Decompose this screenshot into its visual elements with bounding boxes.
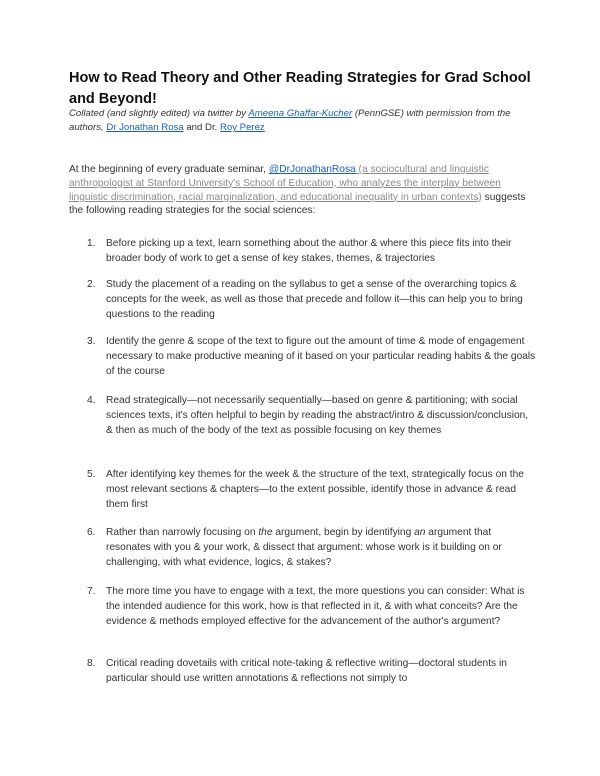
item-text: Critical reading dovetails with critical note-taking & reflective writing—doctoral students in particular should use written annotations & reflections not simply to [106,658,507,685]
item-text: The more time you have to engage with a text, the more questions you can consider: What is the intended audience for this work, how is that reflected in it, & with what conceits? Are the evidence & methods employed effective for the advancement of the author's argument? [106,586,525,628]
item-text [106,525,536,571]
credit-and: and Dr. [183,122,220,133]
item-text: Identify the genre & scope of the text to figure out the amount of time & mode of engagement necessary to make productive meaning of it based on your particular reading habits & the goals of the course [106,336,536,378]
item-text: After identifying key themes for the week & the structure of the text, strategically focus on the most relevant sections & chapters—to the extent possible, identify those in advance & read them first [106,469,524,511]
intro-bio: (a sociocultural and linguistic anthropologist at Stanford University's School of Education, who analyzes the interplay between linguistic discrimination, racial marginalization, and educational inequality in urban contexts) [69,164,501,203]
item-text-post: argument that resonates with you & your work, & dissect that argument: whose work is it building on or challenging, with what evidence, logics, & stakes? [106,527,502,569]
item-number: 7. [87,586,96,597]
credit-prefix: Collated (and slightly edited) via twitter by [69,108,249,119]
jonathan-rosa-link[interactable]: Dr Jonathan Rosa [106,122,184,133]
item-text-em-the: the [258,527,273,538]
item-text-em-an: an [414,527,426,538]
intro-lead: At the beginning of every graduate seminar, [69,164,269,175]
roy-perez-link[interactable]: Roy Perez [219,122,265,133]
item-number: 2. [87,279,96,290]
item-number: 4. [87,395,96,406]
page-title: How to Read Theory and Other Reading Strategies for Grad School and Beyond! [69,70,531,107]
item-text: Read strategically—not necessarily sequentially—based on genre & partitioning; with social sciences texts, it's often helpful to begin by reading the abstract/intro & discussion/conclusion, & then as much of the body of the text as possible focusing on key themes [106,395,529,437]
intro-paragraph [69,163,539,218]
item-number: 5. [87,469,96,480]
author-link[interactable]: Ameena Ghaffar-Kucher [248,108,353,119]
credit-middle: (PennGSE) with permission from the authors, [69,108,511,133]
item-number: 6. [87,527,96,538]
item-number: 1. [87,238,96,249]
item-text: Before picking up a text, learn something about the author & where this piece fits into their broader body of work to get a sense of key stakes, themes, & trajectories [106,238,512,265]
item-text-pre: Rather than narrowly focusing on [106,527,259,538]
item-number: 3. [87,336,96,347]
item-text-mid: argument, begin by identifying [272,527,415,538]
credit-line [69,107,539,135]
twitter-handle-link[interactable]: @DrJonathanRosa [268,164,356,175]
intro-tail: suggests the following reading strategies for the social sciences: [69,191,526,217]
item-number: 8. [87,658,96,669]
item-text: Study the placement of a reading on the syllabus to get a sense of the overarching topics & concepts for the week, as well as those that precede and follow it—this can help you to bring questions to the reading [106,279,523,321]
